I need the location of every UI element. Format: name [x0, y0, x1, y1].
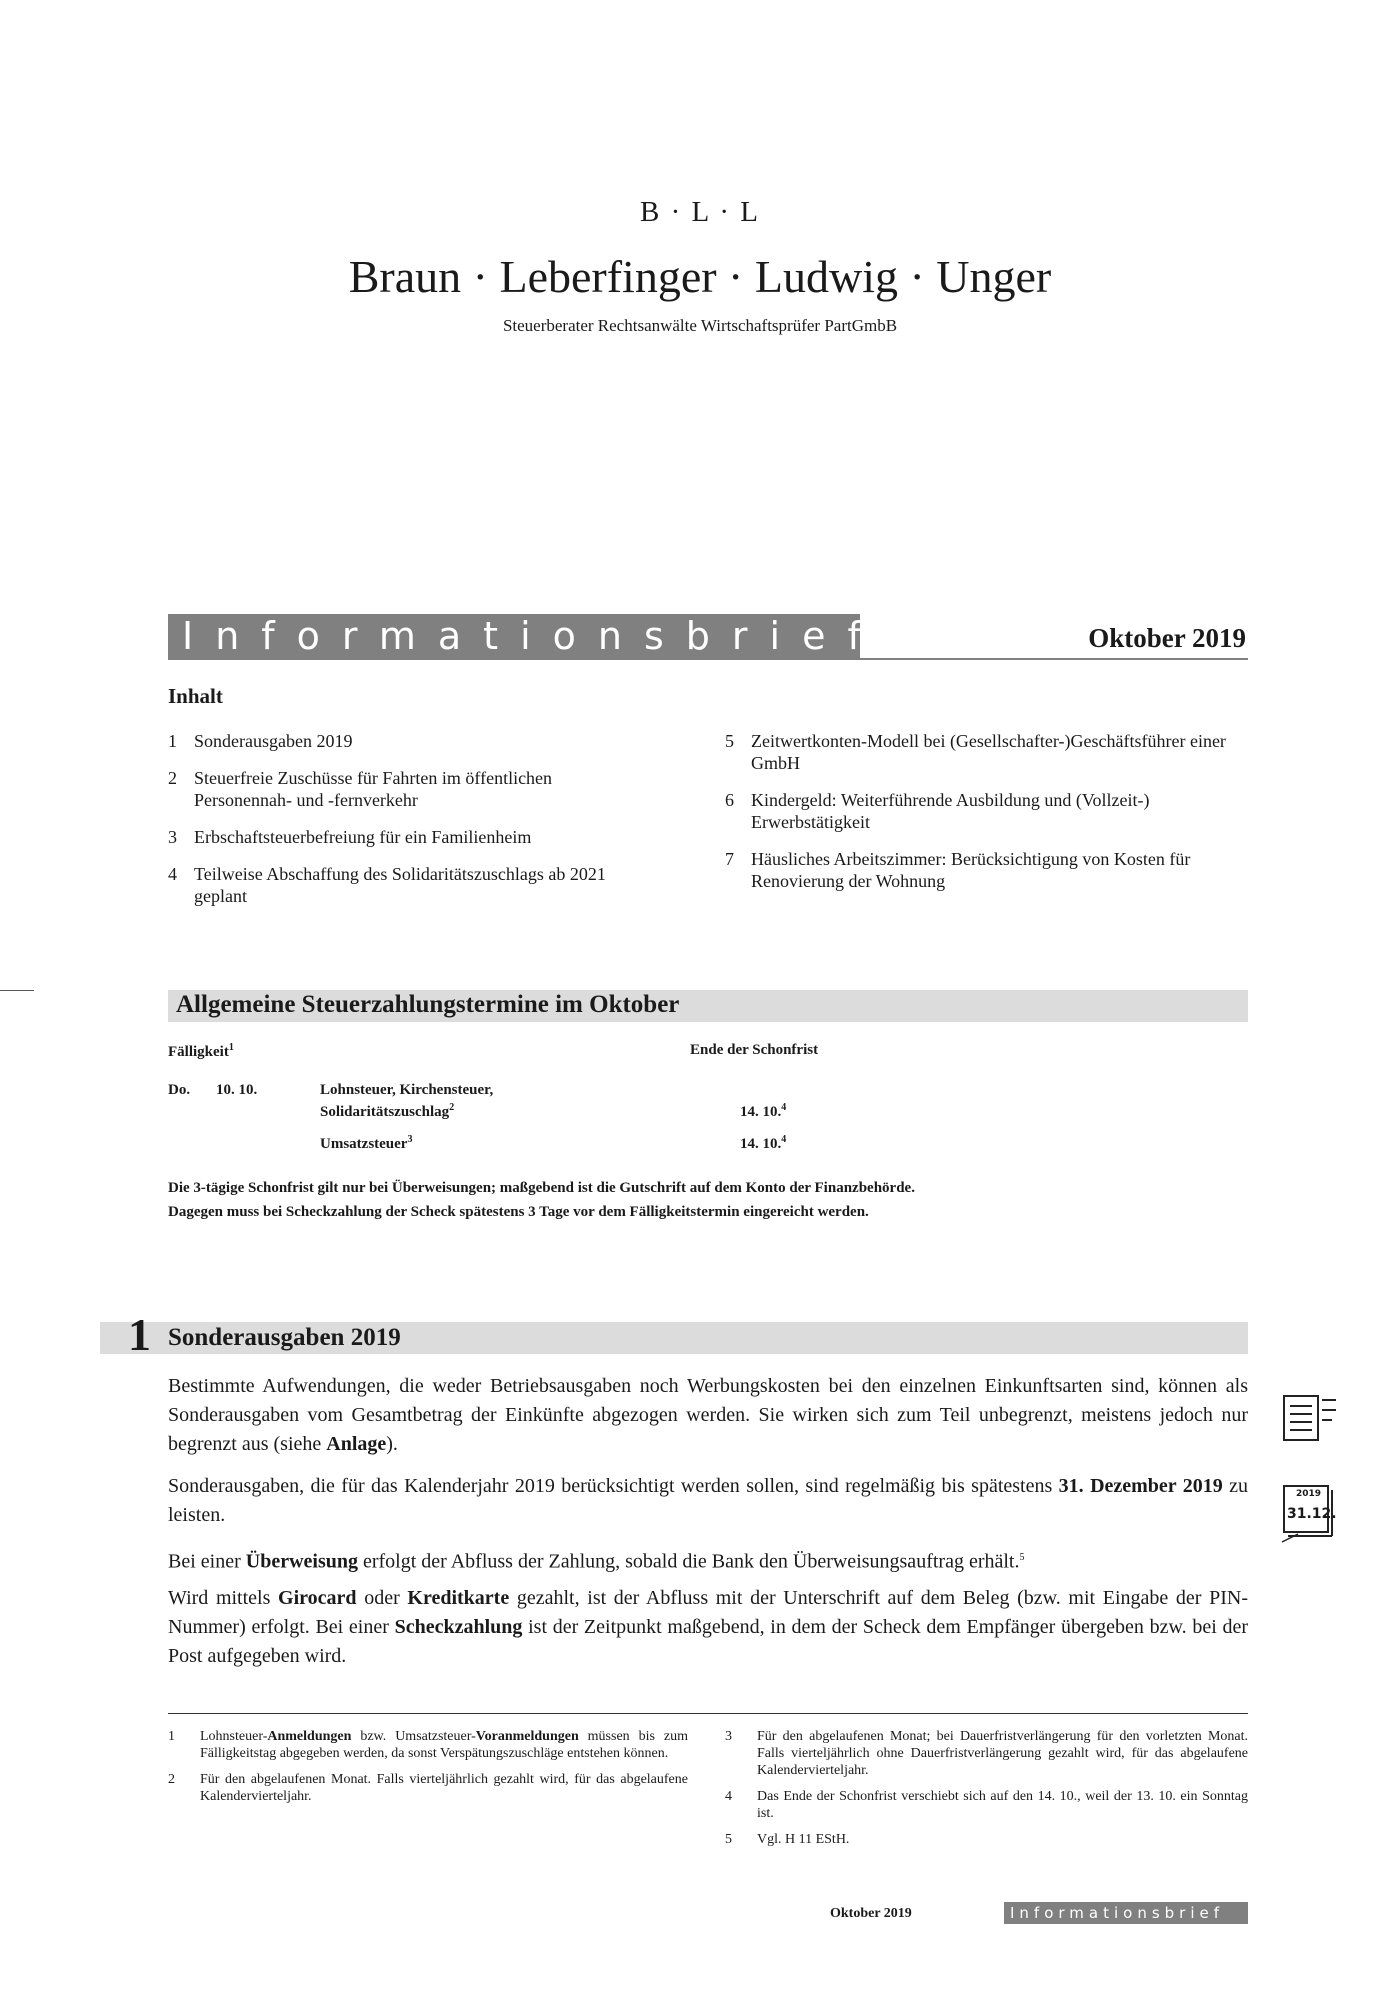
footnote: 5 Vgl. H 11 EStH.	[725, 1832, 850, 1847]
banner-rule	[168, 658, 1248, 660]
toc-item[interactable]: 6 Kindergeld: Weiterführende Ausbildung und (Vollzeit-) Erwerbstätigkeit	[725, 790, 1150, 832]
footnote: 3 Für den abgelaufenen Monat; bei Dauerfristverlängerung für den vorletzten Monat. Falls vierteljährlich ohne Dauerfristverlängerung gezahlt wird, für das abgelaufene Kalendervierteljahr.	[725, 1729, 1248, 1778]
toc-left-column	[168, 730, 638, 922]
footer-label: Informationsbrief	[1010, 1904, 1225, 1922]
toc-item[interactable]: 3 Erbschaftsteuerbefreiung für ein Familienheim	[168, 827, 532, 847]
paragraph: Bestimmte Aufwendungen, die weder Betriebsausgaben noch Werbungskosten bei den einzelnen Einkunftsarten sind, können als Sonderausgaben vom Gesamtbetrag der Einkünfte abgezogen werden. Sie wirken sich zum Teil unbegrenzt, meistens jedoch nur begrenzt aus (siehe Anlage).	[168, 1375, 1248, 1455]
termine-note-line2: Dagegen muss bei Scheckzahlung der Scheck spätestens 3 Tage vor dem Fälligkeitstermin eingereicht werden.	[168, 1204, 869, 1220]
termine-date: 10. 10.	[216, 1082, 258, 1098]
termine-row1-line1: Lohnsteuer, Kirchensteuer,	[320, 1082, 494, 1098]
document-list-icon	[1280, 1390, 1340, 1446]
footnote-rule	[168, 1713, 1248, 1714]
termine-title: Allgemeine Steuerzahlungstermine im Oktober	[176, 991, 680, 1018]
termine-row1-end: 14. 10.$^4$	[740, 1102, 787, 1120]
margin-fold-mark	[0, 990, 34, 991]
section-title: Sonderausgaben 2019	[168, 1324, 401, 1351]
firm-name: Braun · Leberfinger · Ludwig · Unger	[348, 251, 1052, 302]
col-header-schonfrist: Ende der Schonfrist	[690, 1042, 819, 1058]
toc-item[interactable]: 4 Teilweise Abschaffung des Solidaritätszuschlags ab 2021 geplant	[168, 864, 606, 906]
paragraph: Wird mittels Girocard oder Kreditkarte gezahlt, ist der Abfluss mit der Unterschrift auf dem Beleg (bzw. mit Eingabe der PIN-Nummer) erfolgt. Bei einer Scheckzahlung ist der Zeitpunkt maßgebend, in dem der Scheck dem Empfänger übergeben bzw. bei der Post aufgegeben wird.	[168, 1587, 1248, 1667]
termine-row2-end: 14. 10.$^4$	[740, 1134, 787, 1152]
footnote: 2 Für den abgelaufenen Monat. Falls vierteljährlich gezahlt wird, für das abgelaufene Kalendervierteljahr.	[168, 1772, 688, 1804]
informationsbrief-banner	[168, 614, 883, 658]
calendar-icon	[1278, 1480, 1342, 1544]
termine-day: Do.	[168, 1082, 191, 1098]
banner-date: Oktober 2019	[1088, 623, 1246, 653]
calendar-date: 31.12.	[1287, 1506, 1337, 1522]
footnotes-right	[725, 1728, 1248, 1857]
toc-item[interactable]: 7 Häusliches Arbeitszimmer: Berücksichtigung von Kosten für Renovierung der Wohnung	[725, 849, 1191, 891]
section-number: 1	[128, 1309, 151, 1360]
calendar-year: 2019	[1296, 1489, 1322, 1499]
toc-title: Inhalt	[168, 684, 223, 708]
banner-title: Informationsbrief	[182, 614, 883, 658]
footer-banner	[1004, 1902, 1248, 1924]
termine-row2-label: Umsatzsteuer$^3$	[320, 1134, 413, 1152]
footnote: 1 Lohnsteuer-Anmeldungen bzw. Umsatzsteuer-Voranmeldungen müssen bis zum Fälligkeitstag abgegeben werden, da sonst Verspätungszuschläge entstehen können.	[168, 1729, 688, 1761]
termine-row1-line2: Solidaritätszuschlag$^2$	[320, 1102, 455, 1120]
firm-initials: B · L · L	[639, 196, 760, 228]
toc-item[interactable]: 2 Steuerfreie Zuschüsse für Fahrten im öffentlichen Personennah- und -fernverkehr	[168, 768, 553, 810]
termine-note-line1: Die 3-tägige Schonfrist gilt nur bei Überweisungen; maßgebend ist die Gutschrift auf dem Konto der Finanzbehörde.	[168, 1180, 915, 1196]
footnote: 4 Das Ende der Schonfrist verschiebt sich auf den 14. 10., weil der 13. 10. ein Sonntag ist.	[725, 1789, 1248, 1821]
paragraph: Sonderausgaben, die für das Kalenderjahr 2019 berücksichtigt werden sollen, sind regelmäßig bis spätestens 31. Dezember 2019 zu leisten.	[168, 1475, 1248, 1526]
toc-right-column	[725, 730, 1247, 907]
toc-item[interactable]: 5 Zeitwertkonten-Modell bei (Gesellschafter-)Geschäftsführer einer GmbH	[725, 731, 1226, 773]
col-header-faelligkeit: Fälligkeit$^1$	[168, 1042, 234, 1060]
footnotes-left	[168, 1728, 688, 1814]
footer-date: Oktober 2019	[830, 1906, 912, 1921]
toc-item[interactable]: 1 Sonderausgaben 2019	[168, 731, 353, 751]
firm-subtitle: Steuerberater Rechtsanwälte Wirtschaftsprüfer PartGmbB	[502, 316, 898, 335]
paragraph: Bei einer Überweisung erfolgt der Abfluss der Zahlung, sobald die Bank den Überweisungsauftrag erhält.$^5$	[168, 1550, 1025, 1573]
